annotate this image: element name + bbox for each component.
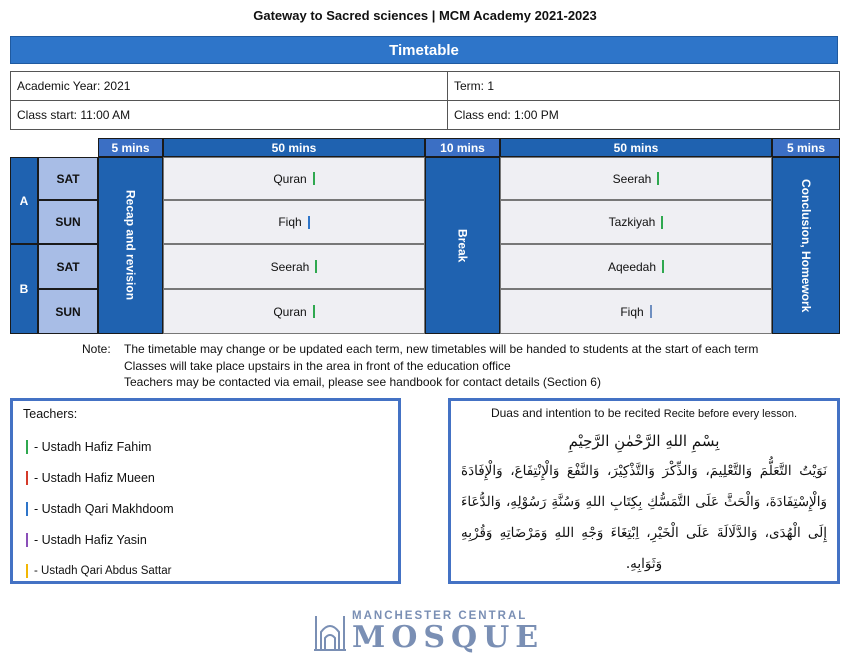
- teachers-heading: Teachers:: [23, 407, 78, 421]
- teacher-item: [23, 462, 388, 493]
- teacher-color-marker: [26, 502, 28, 516]
- recap-label: Recap and revision: [123, 190, 138, 301]
- intention-text: نَوَيْتُ التَّعَلُّمَ وَالتَّعْلِيمَ، وَالذِّكْرَ وَالتَّذْكِيْرَ، وَالنَّفْعَ وَالْإِنْتِفَاعَ، وَالْإِفَادَةَ وَالْإِسْتِفَادَةَ، وَالْحَثَّ عَلَى التَّمَسُّكِ بِكِتَابِ اللهِ وَسُنَّةِ رَسُوْلِهِ، وَالدُّعَاءَ إِلَى الْهُدَى، وَالدَّلَالَةَ عَلَى الْخَيْرِ، اِبْتِغَاءَ وَجْهِ اللهِ وَمَرْضَاتِهِ وَقُرْبِهِ وَثَوَابِهِ.: [461, 463, 827, 572]
- session2-b-sun: [500, 289, 772, 334]
- logo-main-text: MOSQUE: [352, 620, 545, 655]
- teacher-color-marker: [650, 305, 652, 318]
- document-title: Gateway to Sacred sciences | MCM Academy 2021-2023: [253, 8, 597, 23]
- duration-session-2: 50 mins: [500, 138, 772, 157]
- duration-recap: 5 mins: [98, 138, 163, 157]
- recap-column: [98, 157, 163, 334]
- subject-label: Seerah: [270, 259, 310, 274]
- teacher-color-marker: [26, 564, 28, 578]
- teacher-name: - Ustadh Hafiz Yasin: [34, 532, 147, 547]
- teacher-item: [23, 431, 388, 462]
- day-b-sat: SAT: [38, 244, 98, 289]
- session1-b-sat: [163, 244, 425, 289]
- class-end: Class end: 1:00 PM: [448, 101, 840, 130]
- subject-label: Tazkiyah: [608, 215, 656, 229]
- day-a-sun: SUN: [38, 200, 98, 244]
- duas-subtitle: Recite before every lesson.: [663, 408, 798, 420]
- subject-label: Quran: [273, 171, 307, 186]
- break-column: [425, 157, 500, 334]
- teacher-color-marker: [313, 172, 315, 185]
- group-b: B: [10, 244, 38, 334]
- duas-title: Duas and intention to be recited: [490, 406, 661, 420]
- subject-label: Fiqh: [620, 304, 644, 319]
- duration-conclusion: 5 mins: [772, 138, 840, 157]
- bismillah-text: بِسْمِ اللهِ الرَّحْمٰنِ الرَّحِيْمِ: [568, 432, 720, 450]
- group-a: A: [10, 157, 38, 244]
- mosque-icon: [312, 612, 348, 652]
- session1-a-sun: [163, 200, 425, 244]
- day-a-sat: SAT: [38, 157, 98, 200]
- session2-a-sat: [500, 157, 772, 200]
- timetable-banner: Timetable: [10, 36, 838, 64]
- timetable-grid: [10, 138, 840, 334]
- teacher-item: [23, 555, 388, 586]
- teacher-color-marker: [26, 471, 28, 485]
- note-line: Classes will take place upstairs in the area in front of the education office: [124, 358, 511, 373]
- duas-heading: [461, 406, 827, 420]
- teacher-color-marker: [313, 305, 315, 318]
- subject-label: Seerah: [612, 171, 652, 186]
- mosque-logo: [312, 606, 552, 656]
- session2-a-sun: [500, 200, 772, 244]
- conclusion-label: Conclusion, Homework: [799, 178, 813, 313]
- teachers-panel: [10, 398, 401, 584]
- teacher-name: - Ustadh Qari Makhdoom: [34, 501, 174, 516]
- teacher-name: - Ustadh Qari Abdus Sattar: [34, 564, 172, 577]
- note-label: Note:: [82, 342, 111, 356]
- break-label: Break: [455, 228, 470, 263]
- teacher-color-marker: [662, 260, 664, 273]
- duas-panel: [448, 398, 840, 584]
- teacher-item: [23, 524, 388, 555]
- note-line: The timetable may change or be updated each term, new timetables will be handed to students at the start of each term: [124, 342, 759, 356]
- note-line: Teachers may be contacted via email, please see handbook for contact details (Section 6): [124, 375, 601, 389]
- day-b-sun: SUN: [38, 289, 98, 334]
- academic-year: Academic Year: 2021: [11, 72, 448, 101]
- teacher-item: [23, 493, 388, 524]
- subject-label: Fiqh: [278, 215, 302, 229]
- subject-label: Aqeedah: [607, 259, 657, 274]
- teacher-name: - Ustadh Hafiz Mueen: [34, 470, 155, 485]
- conclusion-column: [772, 157, 840, 334]
- class-start: Class start: 11:00 AM: [11, 101, 448, 130]
- teacher-color-marker: [308, 216, 310, 229]
- teacher-color-marker: [26, 440, 28, 454]
- session1-a-sat: [163, 157, 425, 200]
- logo-top-text: MANCHESTER CENTRAL: [352, 610, 528, 622]
- session1-b-sun: [163, 289, 425, 334]
- duration-session-1: 50 mins: [163, 138, 425, 157]
- term: Term: 1: [448, 72, 840, 101]
- teacher-color-marker: [657, 172, 659, 185]
- session2-b-sat: [500, 244, 772, 289]
- teacher-name: - Ustadh Hafiz Fahim: [34, 439, 152, 454]
- class-info-table: [10, 71, 840, 130]
- duration-break: 10 mins: [425, 138, 500, 157]
- teacher-color-marker: [315, 260, 317, 273]
- subject-label: Quran: [273, 304, 307, 319]
- teacher-color-marker: [661, 216, 663, 229]
- teacher-color-marker: [26, 533, 28, 547]
